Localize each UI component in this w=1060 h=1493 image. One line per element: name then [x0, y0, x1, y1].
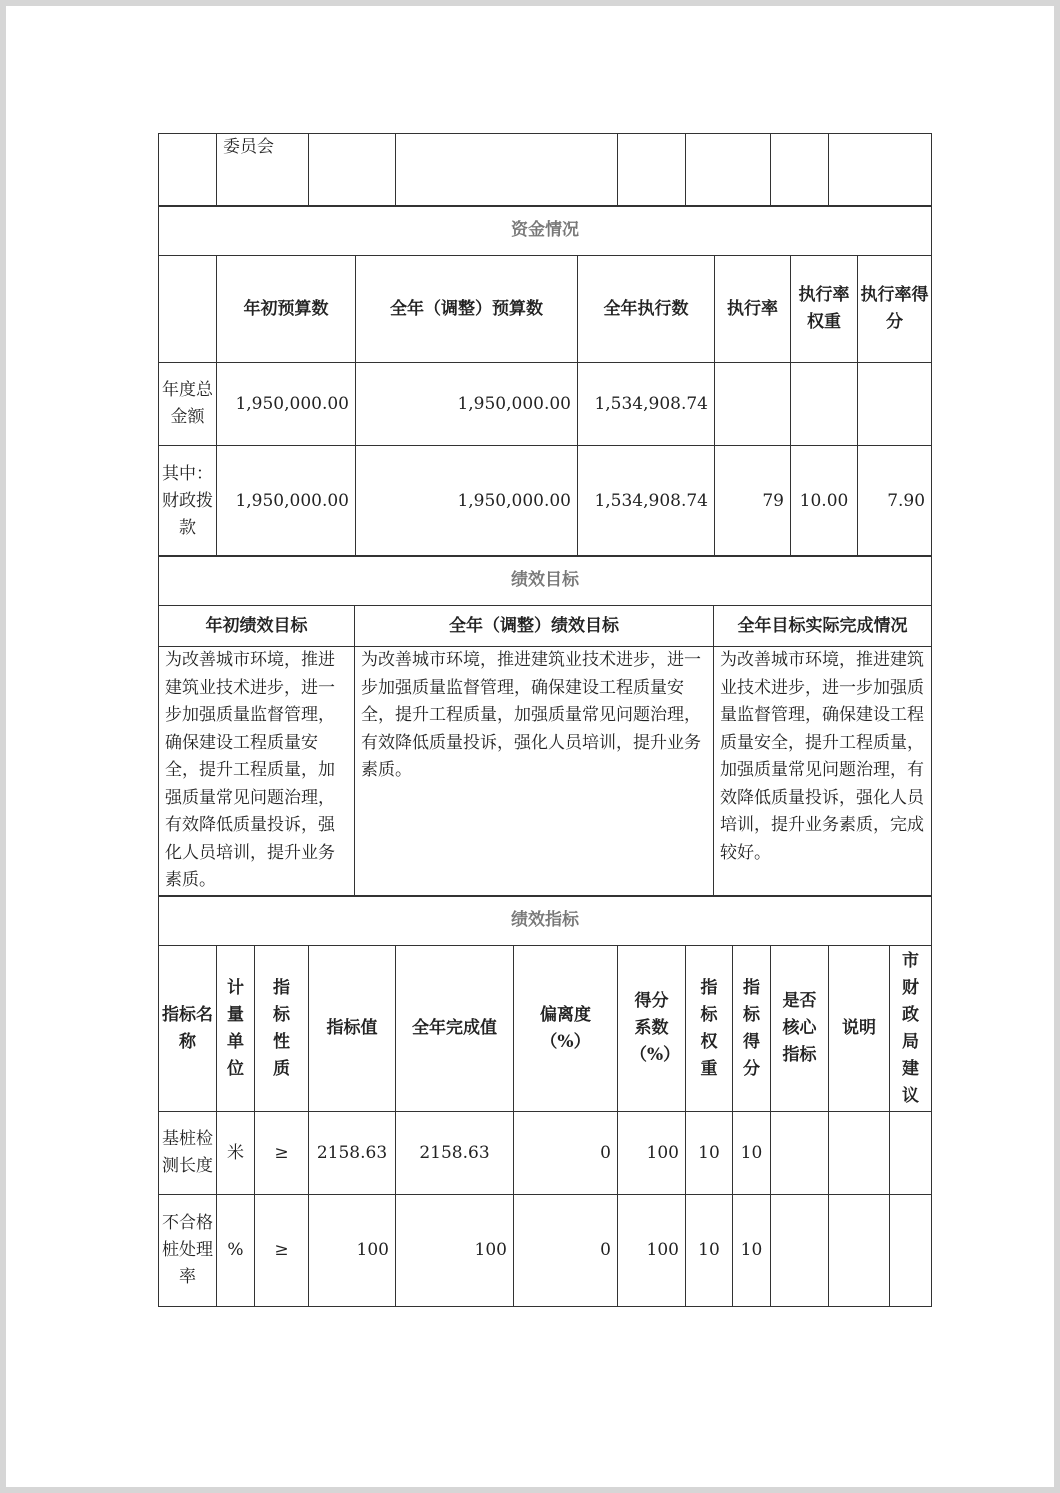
ind-header-advice: 市财政局建议	[890, 946, 932, 1112]
ind-cell-name: 基桩检测长度	[159, 1112, 217, 1195]
top-cell-4	[396, 134, 618, 207]
funds-row-label: 年度总金额	[159, 363, 217, 446]
funds-cell-initial: 1,950,000.00	[217, 446, 356, 557]
funds-header-score: 执行率得分	[858, 256, 932, 363]
top-cell-3	[309, 134, 396, 207]
goals-table	[158, 555, 932, 897]
funds-cell-score: 7.90	[858, 446, 932, 557]
funds-header-rate: 执行率	[715, 256, 791, 363]
ind-cell-advice	[890, 1195, 932, 1307]
funds-row-total	[159, 363, 932, 446]
goals-header-adjusted: 全年（调整）绩效目标	[355, 606, 714, 647]
funds-cell-weight	[791, 363, 858, 446]
ind-cell-weight: 10	[686, 1195, 733, 1307]
ind-cell-core	[771, 1112, 829, 1195]
ind-cell-advice	[890, 1112, 932, 1195]
ind-cell-value: 100	[309, 1195, 396, 1307]
top-cell-1	[159, 134, 217, 207]
ind-header-weight: 指标权重	[686, 946, 733, 1112]
funds-cell-adjusted: 1,950,000.00	[356, 446, 578, 557]
ind-cell-weight: 10	[686, 1112, 733, 1195]
ind-cell-score: 10	[733, 1112, 771, 1195]
funds-table	[158, 205, 932, 557]
ind-cell-note	[829, 1112, 890, 1195]
funds-header-adjusted: 全年（调整）预算数	[356, 256, 578, 363]
funds-row-fiscal	[159, 446, 932, 557]
funds-header-weight: 执行率权重	[791, 256, 858, 363]
indicator-row	[159, 1112, 932, 1195]
funds-header-executed: 全年执行数	[578, 256, 715, 363]
top-fragment-table	[158, 133, 932, 207]
funds-cell-rate	[715, 363, 791, 446]
ind-cell-coef: 100	[618, 1195, 686, 1307]
ind-header-deviation: 偏离度（%）	[514, 946, 618, 1112]
ind-header-note: 说明	[829, 946, 890, 1112]
indicator-row	[159, 1195, 932, 1307]
ind-cell-deviation: 0	[514, 1195, 618, 1307]
ind-cell-unit: %	[217, 1195, 255, 1307]
ind-cell-nature: ≥	[255, 1195, 309, 1307]
ind-header-score: 指标得分	[733, 946, 771, 1112]
ind-cell-deviation: 0	[514, 1112, 618, 1195]
funds-section-title: 资金情况	[159, 206, 932, 256]
top-cell-5	[618, 134, 686, 207]
ind-cell-core	[771, 1195, 829, 1307]
ind-cell-note	[829, 1195, 890, 1307]
ind-header-core: 是否核心指标	[771, 946, 829, 1112]
indicators-table	[158, 895, 932, 1307]
funds-cell-executed: 1,534,908.74	[578, 363, 715, 446]
ind-header-completed: 全年完成值	[396, 946, 514, 1112]
ind-header-value: 指标值	[309, 946, 396, 1112]
goals-section-title: 绩效目标	[159, 556, 932, 606]
ind-cell-name: 不合格桩处理率	[159, 1195, 217, 1307]
top-cell-6	[686, 134, 771, 207]
ind-cell-completed: 2158.63	[396, 1112, 514, 1195]
ind-header-nature: 指标性质	[255, 946, 309, 1112]
funds-cell-score	[858, 363, 932, 446]
ind-cell-nature: ≥	[255, 1112, 309, 1195]
indicators-section-title: 绩效指标	[159, 896, 932, 946]
ind-header-name: 指标名称	[159, 946, 217, 1112]
top-cell-committee: 委员会	[217, 134, 309, 207]
funds-cell-initial: 1,950,000.00	[217, 363, 356, 446]
ind-cell-value: 2158.63	[309, 1112, 396, 1195]
document-page	[6, 6, 1054, 1487]
goals-header-initial: 年初绩效目标	[159, 606, 355, 647]
funds-cell-adjusted: 1,950,000.00	[356, 363, 578, 446]
top-cell-7	[771, 134, 829, 207]
goals-adjusted-text: 为改善城市环境，推进建筑业技术进步，进一步加强质量监督管理，确保建设工程质量安全，提升工程质量，加强质量常见问题治理，有效降低质量投诉，强化人员培训，提升业务素质。	[355, 647, 714, 897]
funds-header-initial: 年初预算数	[217, 256, 356, 363]
funds-header-empty	[159, 256, 217, 363]
top-cell-8	[829, 134, 932, 207]
funds-cell-executed: 1,534,908.74	[578, 446, 715, 557]
ind-cell-completed: 100	[396, 1195, 514, 1307]
ind-cell-unit: 米	[217, 1112, 255, 1195]
goals-initial-text: 为改善城市环境，推进建筑业技术进步，进一步加强质量监督管理，确保建设工程质量安全，提升工程质量，加强质量常见问题治理，有效降低质量投诉，强化人员培训，提升业务素质。	[159, 647, 355, 897]
ind-header-unit: 计量单位	[217, 946, 255, 1112]
funds-cell-rate: 79	[715, 446, 791, 557]
ind-header-coef: 得分系数（%）	[618, 946, 686, 1112]
goals-header-actual: 全年目标实际完成情况	[714, 606, 932, 647]
ind-cell-coef: 100	[618, 1112, 686, 1195]
goals-actual-text: 为改善城市环境，推进建筑业技术进步，进一步加强质量监督管理，确保建设工程质量安全，提升工程质量，加强质量常见问题治理，有效降低质量投诉，强化人员培训，提升业务素质，完成较好。	[714, 647, 932, 897]
funds-row-label: 其中：财政拨款	[159, 446, 217, 557]
ind-cell-score: 10	[733, 1195, 771, 1307]
funds-cell-weight: 10.00	[791, 446, 858, 557]
